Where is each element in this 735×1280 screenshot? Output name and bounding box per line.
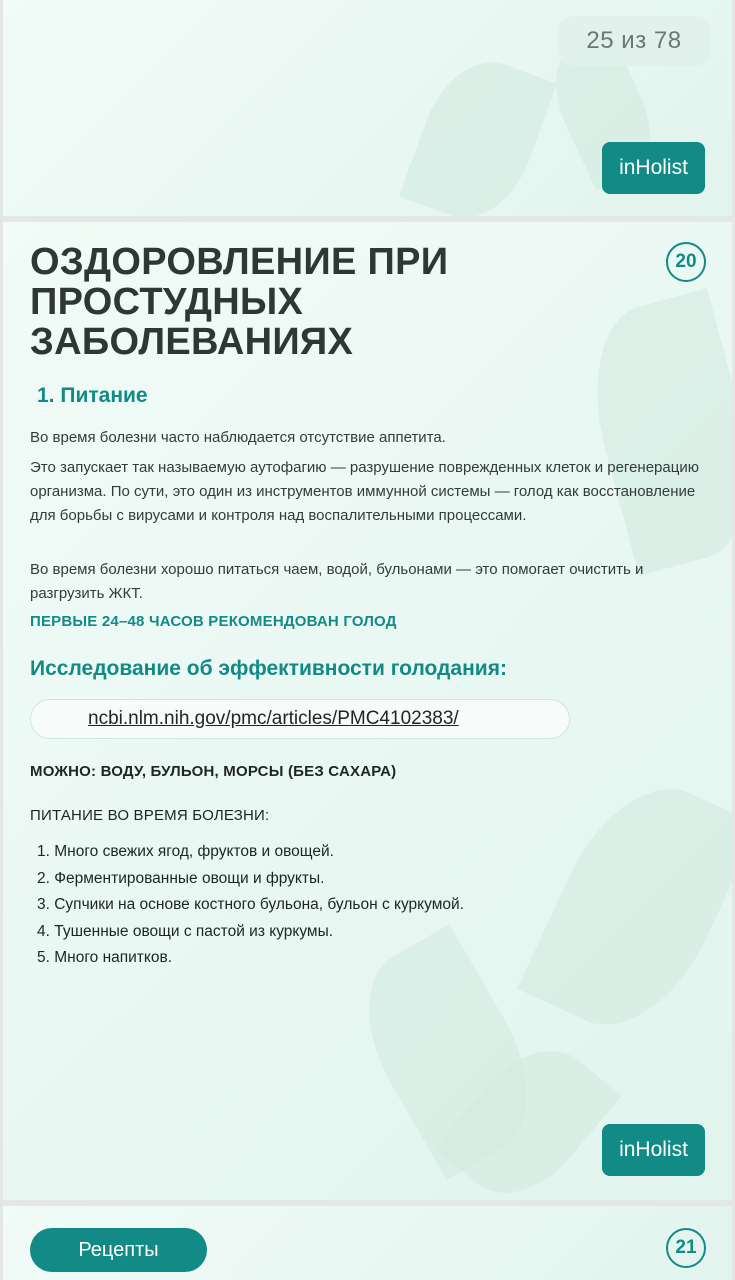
paragraph: Во время болезни часто наблюдается отсутствие аппетита. (30, 429, 446, 446)
page-title: ОЗДОРОВЛЕНИЕ ПРИ ПРОСТУДНЫХ ЗАБОЛЕВАНИЯХ (30, 241, 449, 363)
paragraph: Это запускает так называемую аутофагию — разрушение поврежденных клеток и регенерацию организма. По сути, это один из инструментов иммунной системы — голод как восстановление для борьбы с вирусами и контроля над воспалительными процессами. (30, 459, 699, 524)
nutrition-list (37, 839, 677, 972)
research-heading: Исследование об эффективности голодания: (30, 657, 507, 680)
list-item: 1. Много свежих ягод, фруктов и овощей. (37, 843, 334, 860)
list-item: 4. Тушенные овощи с пастой из куркумы. (37, 922, 334, 940)
fasting-recommendation: ПЕРВЫЕ 24–48 ЧАСОВ РЕКОМЕНДОВАН ГОЛОД (30, 613, 397, 630)
list-item: 5. Много напитков. (37, 949, 173, 966)
page-number-badge: 21 (666, 1228, 706, 1268)
brand-logo: inHolist (602, 142, 705, 194)
list-item: 3. Супчики на основе костного бульона, бульон с куркумой. (37, 896, 464, 913)
top-page-card (3, 0, 732, 216)
research-link[interactable]: ncbi.nlm.nih.gov/pmc/articles/PMC4102383/ (88, 708, 459, 729)
paragraph: Во время болезни хорошо питаться чаем, водой, бульонами — это помогает очистить и разгрузить ЖКТ. (30, 561, 644, 602)
bottom-page-card (3, 1206, 732, 1280)
recipes-button[interactable]: Рецепты (30, 1228, 207, 1272)
allowed-drinks: МОЖНО: ВОДУ, БУЛЬОН, МОРСЫ (БЕЗ САХАРА) (30, 763, 397, 780)
page-number-badge: 20 (666, 242, 706, 282)
leaf-decoration (399, 46, 557, 216)
list-item: 2. Ферментированные овощи и фрукты. (37, 869, 325, 887)
section-heading: 1. Питание (37, 384, 148, 407)
brand-logo: inHolist (602, 1124, 705, 1176)
page-counter: 25 из 78 (558, 16, 710, 66)
nutrition-heading: ПИТАНИЕ ВО ВРЕМЯ БОЛЕЗНИ: (30, 807, 270, 824)
main-page-card (3, 222, 732, 1200)
research-link-box[interactable] (30, 699, 570, 739)
